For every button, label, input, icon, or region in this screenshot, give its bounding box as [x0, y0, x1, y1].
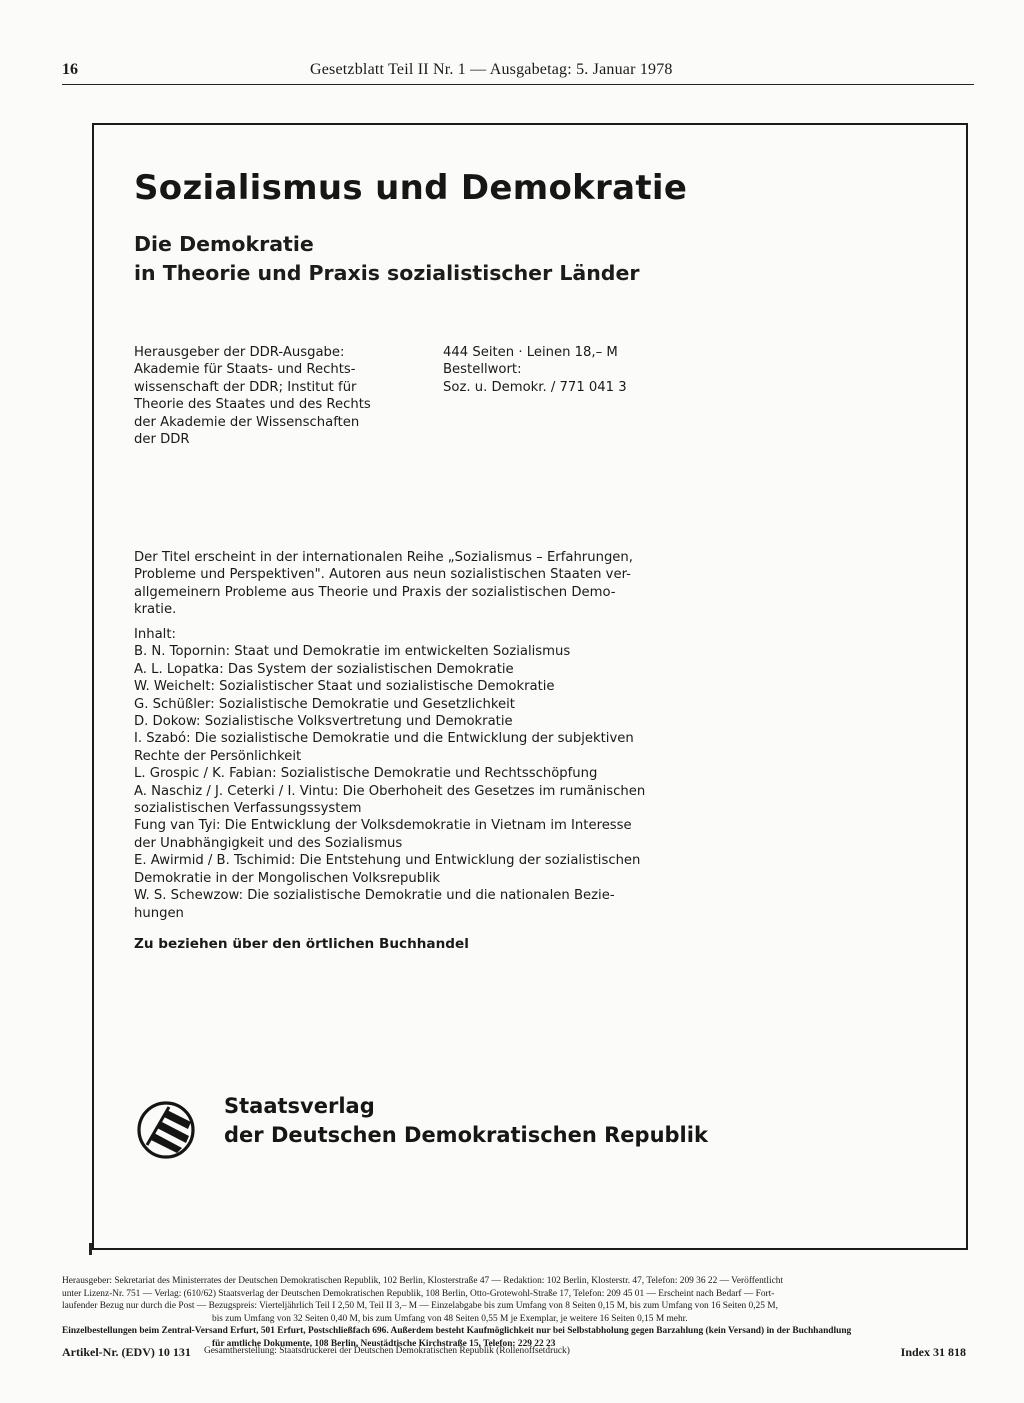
contents-entry: G. Schüßler: Sozialistische Demokratie und Gesetzlichkeit [134, 696, 515, 712]
contents-entry: der Unabhängigkeit und des Sozialismus [134, 835, 403, 851]
book-info-line: Bestellwort: [443, 362, 522, 378]
purchase-note: Zu beziehen über den örtlichen Buchhandel [134, 936, 469, 952]
editors-line: der DDR [134, 432, 190, 448]
book-info-line: 444 Seiten · Leinen 18,– M [443, 345, 618, 360]
table-of-contents [134, 626, 714, 922]
editors-block [134, 344, 404, 448]
publisher-name [224, 1092, 708, 1150]
imprint-line: Herausgeber: Sekretariat des Ministerrates der Deutschen Demokratischen Republik, 102 Berlin, Klosterstraße 47 — Redaktion: 102 Berlin, Klosterstr. 47, Telefon: 209 36 22 — Veröffentlicht [62, 1276, 784, 1286]
page-number: 16 [62, 61, 78, 78]
imprint-line: Einzelbestellungen beim Zentral-Versand Erfurt, 501 Erfurt, Postschließfach 696. Außerdem besteht Kaufmöglichkeit nur bei Selbstabholung gegen Barzahlung (kein Versand) in der Buchhandlung [62, 1326, 852, 1337]
contents-entry: sozialistischen Verfassungssystem [134, 801, 362, 817]
contents-heading: Inhalt: [134, 627, 176, 642]
description-line: Probleme und Perspektiven". Autoren aus neun sozialistischen Staaten ver- [134, 567, 631, 583]
editors-line: Theorie des Staates und des Rechts [134, 397, 371, 413]
imprint-block [62, 1275, 968, 1351]
contents-entry: Rechte der Persönlichkeit [134, 748, 302, 764]
publisher-line: Staatsverlag [224, 1094, 375, 1118]
editors-line: wissenschaft der DDR; Institut für [134, 379, 357, 395]
book-info-line: Soz. u. Demokr. / 771 041 3 [443, 379, 627, 395]
page-footer [62, 1345, 968, 1363]
contents-entry: A. Naschiz / J. Ceterki / I. Vintu: Die Oberhoheit des Gesetzes im rumänischen [134, 783, 646, 799]
book-description [134, 549, 708, 619]
contents-entry: hungen [134, 905, 184, 921]
editors-line: der Akademie der Wissenschaften [134, 414, 360, 430]
contents-entry: W. S. Schewzow: Die sozialistische Demokratie und die nationalen Bezie- [134, 888, 615, 904]
contents-entry: Fung van Tyi: Die Entwicklung der Volksdemokratie in Vietnam im Interesse [134, 818, 632, 834]
contents-entry: I. Szabó: Die sozialistische Demokratie und die Entwicklung der subjektiven [134, 731, 634, 747]
imprint-line: laufender Bezug nur durch die Post — Bezugspreis: Vierteljährlich Teil I 2,50 M, Teil II 3,– M — Einzelabgabe bis zum Umfang von 8 Seiten 0,15 M, bis zum Umfang von 16 Seiten 0,25 M, [62, 1301, 778, 1312]
index-number: Index 31 818 [900, 1345, 966, 1359]
contents-entry: W. Weichelt: Sozialistischer Staat und sozialistische Demokratie [134, 679, 555, 695]
contents-entry: L. Grospic / K. Fabian: Sozialistische Demokratie und Rechtsschöpfung [134, 766, 598, 782]
description-line: kratie. [134, 602, 177, 618]
book-info [443, 344, 703, 396]
page-header [62, 58, 974, 85]
subtitle-line: Die Demokratie [134, 232, 314, 256]
printer-note: Gesamtherstellung: Staatsdruckerei der Deutschen Demokratischen Republik (Rollenoffsetdruck) [204, 1346, 570, 1356]
issue-line: Gesetzblatt Teil II Nr. 1 — Ausgabetag: 5. Januar 1978 [310, 61, 673, 78]
contents-entry: D. Dokow: Sozialistische Volksvertretung und Demokratie [134, 714, 513, 730]
article-number: Artikel-Nr. (EDV) 10 131 [62, 1345, 191, 1359]
contents-entry: B. N. Topornin: Staat und Demokratie im entwickelten Sozialismus [134, 644, 571, 660]
description-line: Der Titel erscheint in der internationalen Reihe „Sozialismus – Erfahrungen, [134, 550, 633, 565]
publisher-line: der Deutschen Demokratischen Republik [224, 1123, 708, 1147]
publisher-logo-icon [136, 1100, 196, 1160]
imprint-line: für amtliche Dokumente, 108 Berlin, Neustädtische Kirchstraße 15, Telefon: 229 22 23 [212, 1338, 556, 1349]
editors-line: Herausgeber der DDR-Ausgabe: [134, 345, 345, 360]
contents-entry: E. Awirmid / B. Tschimid: Die Entstehung und Entwicklung der sozialistischen [134, 853, 641, 869]
frame-tick-mark [89, 1243, 92, 1255]
contents-entry: Demokratie in der Mongolischen Volksrepublik [134, 870, 441, 886]
subtitle-line: in Theorie und Praxis sozialistischer Länder [134, 261, 640, 285]
book-subtitle [134, 230, 640, 288]
contents-entry: A. L. Lopatka: Das System der sozialistischen Demokratie [134, 661, 514, 677]
book-title: Sozialismus und Demokratie [134, 168, 688, 208]
description-line: allgemeinern Probleme aus Theorie und Praxis der sozialistischen Demo- [134, 584, 616, 600]
editors-line: Akademie für Staats- und Rechts- [134, 362, 356, 378]
imprint-line: bis zum Umfang von 32 Seiten 0,40 M, bis zum Umfang von 48 Seiten 0,55 M je Exemplar, je weitere 16 Seiten 0,15 M mehr. [212, 1313, 688, 1324]
imprint-line: unter Lizenz-Nr. 751 — Verlag: (610/62) Staatsverlag der Deutschen Demokratischen Republik, 108 Berlin, Otto-Grotewohl-Straße 17, Telefon: 209 45 01 — Erscheint nach Bedarf — Fort- [62, 1288, 775, 1299]
